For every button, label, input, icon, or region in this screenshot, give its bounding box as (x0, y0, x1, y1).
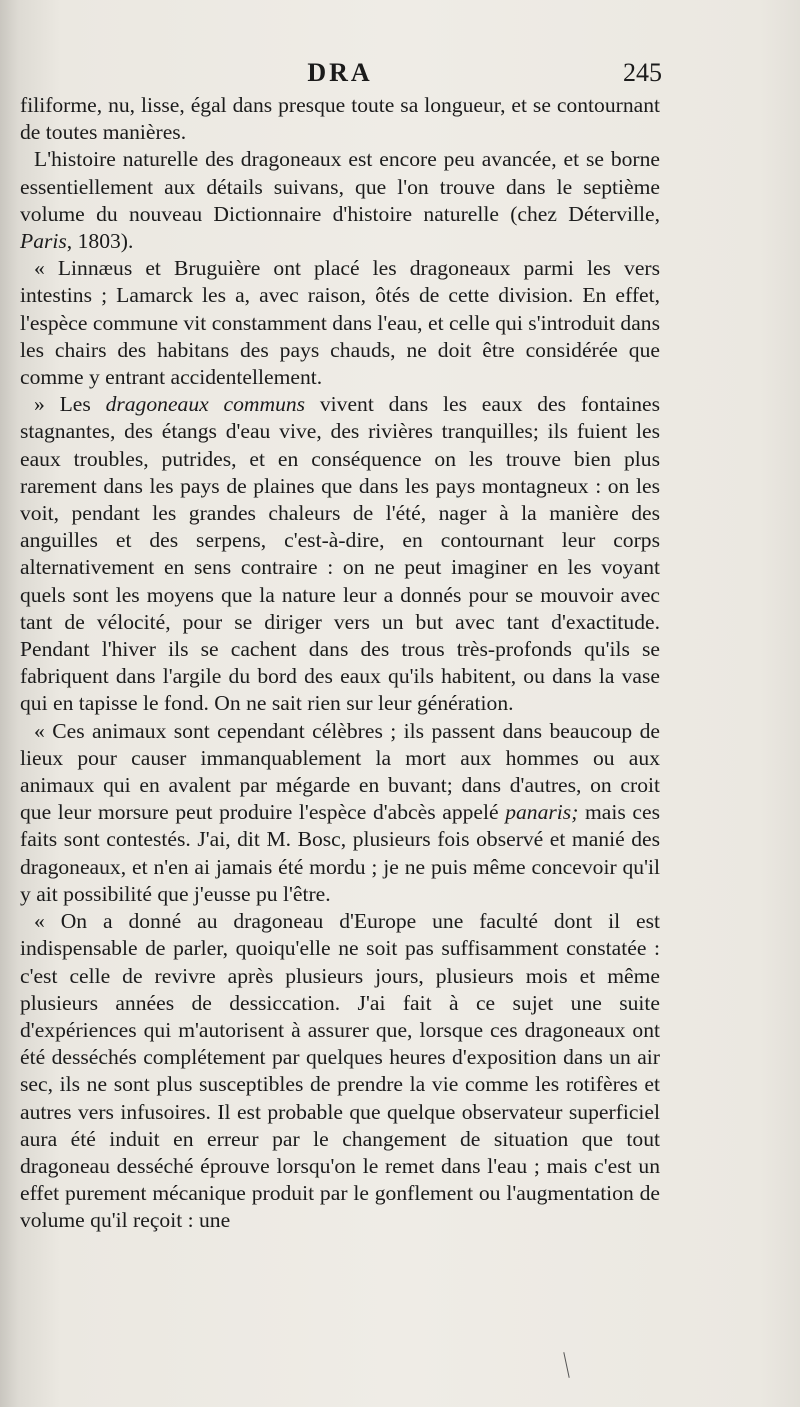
paragraph-text: « On a donné au dragoneau d'Europe une faculté dont il est indispensable de parler, quoiqu'elle ne soit pas suffisamment constatée : c'est celle de revivre après plusieurs jours, plusieurs mois et même plusieurs années de dessiccation. J'ai fait à ce sujet une suite d'expériences qui m'autorisent à assurer que, lorsque ces dragoneaux ont été desséchés complétement par quelques heures d'exposition dans un air sec, ils ne sont plus susceptibles de prendre la vie comme les rotifères et autres vers infusoires. Il est probable que quelque observateur superficiel aura été induit en erreur par le changement de situation que tout dragoneau desséché éprouve lorsqu'on le remet dans l'eau ; mais c'est un effet purement mécanique produit par le gonflement ou l'augmentation de volume qu'il reçoit : une (20, 909, 660, 1233)
body-text (20, 92, 660, 1235)
paragraph (20, 391, 660, 717)
page-mark (563, 1352, 569, 1378)
paragraph-continuation (20, 92, 660, 146)
paragraph-text: « Ces animaux sont cependant célèbres ; ils passent dans beaucoup de lieux pour causer immanquablement la mort aux hommes ou aux animaux qui en avalent par mégarde en buvant; dans d'autres, on croit que leur morsure peut produire l'espèce d'abcès appelé (20, 718, 660, 825)
paragraph-tail: mais ces faits sont contestés. J'ai, dit M. Bosc, plusieurs fois observé et manié des dragoneaux, et n'en ai jamais été mordu ; je ne puis même concevoir qu'il y ait possibilité que j'eusse pu l'être. (20, 800, 660, 906)
page-number: 245 (623, 58, 662, 87)
italic-text: panaris; (505, 800, 579, 825)
paragraph (20, 718, 660, 908)
paragraph (20, 908, 660, 1234)
paragraph-text: L'histoire naturelle des dragoneaux est encore peu avancée, et se borne essentiellement aux détails suivans, que l'on trouve dans le septième volume du nouveau Dictionnaire d'histoire naturelle (chez Déterville, (20, 147, 660, 226)
italic-text: Paris (20, 229, 67, 254)
paragraph-lead: » Les (34, 392, 91, 417)
paragraph-tail: , 1803). (66, 229, 134, 254)
running-head: DRA (307, 58, 373, 87)
paragraph (20, 146, 660, 255)
paragraph-text: vivent dans les eaux des fontaines stagnantes, des étangs d'eau vive, des rivières tranquilles; ils fuient les eaux troubles, putrides, et en conséquence on les trouve bien plus rarement dans les pays de plaines que dans les pays montagneux : on les voit, pendant les grandes chaleurs de l'été, nager à la manière des anguilles et des serpens, c'est-à-dire, en contournant leur corps alternativement en sens contraire : on ne peut imaginer en les voyant quels sont les moyens que la nature leur a donnés pour se mouvoir avec tant de vélocité, pour se diriger vers un but avec tant d'exactitude. Pendant l'hiver ils se cachent dans des trous très-profonds qu'ils se fabriquent dans l'argile du bord des eaux qu'ils habitent, ou dans la vase qui en tapisse le fond. On ne sait rien sur leur génération. (20, 392, 661, 716)
paragraph-text: filiforme, nu, lisse, égal dans presque toute sa longueur, et se contournant de toutes manières. (20, 93, 660, 145)
paragraph-text: « Linnæus et Bruguière ont placé les dragoneaux parmi les vers intestins ; Lamarck les a, avec raison, ôtés de cette division. En effet, l'espèce commune vit constamment dans l'eau, et celle qui s'introduit dans les chairs des habitans des pays chauds, ne doit être considérée que comme y entrant accidentellement. (20, 256, 660, 390)
italic-text: dragoneaux communs (105, 392, 306, 417)
page-header (20, 58, 660, 92)
paragraph (20, 255, 660, 391)
